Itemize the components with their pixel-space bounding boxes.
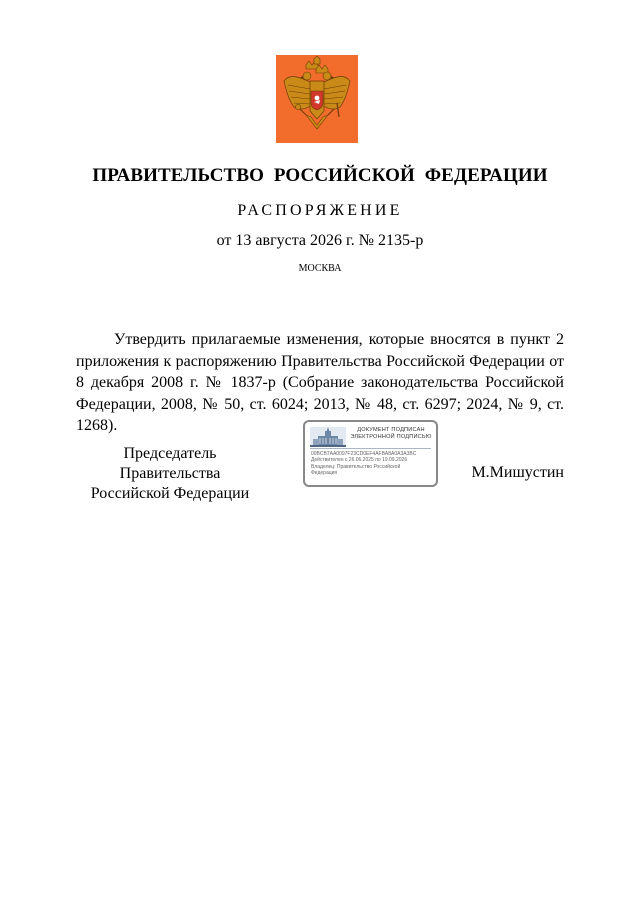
stamp-details [311, 451, 432, 477]
document-date-number: от 13 августа 2026 г. № 2135-р [216, 232, 424, 249]
signer-title-line-1: Председатель Правительства [119, 445, 221, 482]
signer-title-line-2: Российской Федерации [90, 485, 250, 502]
stamp-owner-line-2: Федерация [311, 470, 338, 477]
government-title: ПРАВИТЕЛЬСТВО РОССИЙСКОЙ ФЕДЕРАЦИИ [92, 165, 548, 186]
stamp-heading-line-1: ДОКУМЕНТ ПОДПИСАН [357, 427, 425, 433]
city-label: МОСКВА [298, 263, 342, 274]
stamp-validity: Действителен с 26.06.2025 по 19.09.2026 [311, 457, 408, 464]
stamp-divider [310, 448, 431, 449]
stamp-certificate: 00BCB7AA0097F23CD0EF4AFBA8A0A3A3BC [311, 451, 417, 457]
stamp-heading [345, 427, 437, 441]
electronic-signature-stamp [303, 420, 438, 487]
document-type: РАСПОРЯЖЕНИЕ [237, 202, 403, 219]
signer-name: М.Мишустин [471, 464, 564, 481]
stamp-heading-line-2: ЭЛЕКТРОННОЙ ПОДПИСЬЮ [350, 434, 432, 440]
order-paragraph: Утвердить прилагаемые изменения, которые вносятся в пункт 2 приложения к распоряжению Правительства Российской Федерации от 8 декабря 2008 г. № 1837-р (Собрание законодательства Российской Федерации, 2008, № 50, ст. 6024; 2013, № 48, ст. 6297; 2024, № 9, ст. 1268). [76, 331, 564, 434]
government-building-icon [310, 427, 346, 447]
signer-title [76, 444, 264, 504]
stamp-owner-line-1: Владелец: Правительство Российской [311, 463, 401, 470]
coat-of-arms-icon [276, 55, 358, 143]
